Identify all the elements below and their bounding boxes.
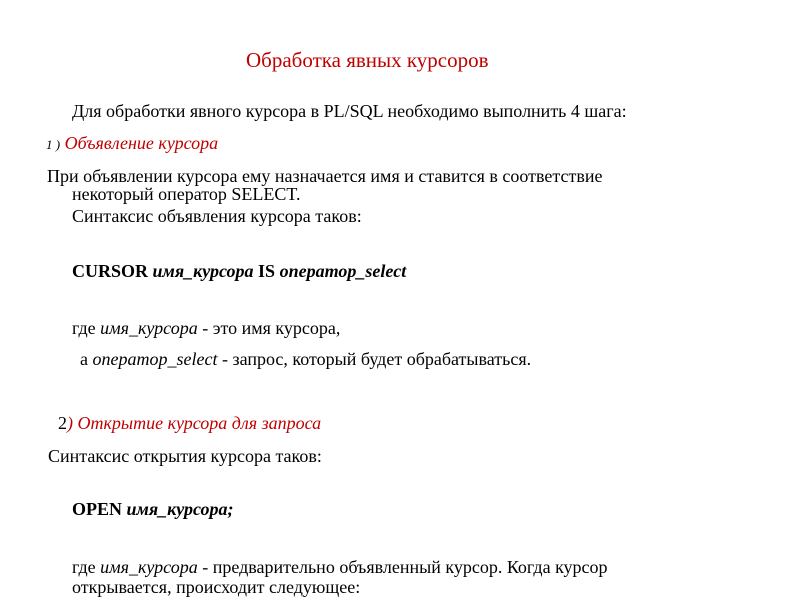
step1-heading — [46, 133, 218, 155]
cursor-syntax — [72, 261, 406, 281]
open-syntax — [72, 499, 234, 519]
where-prefix: где — [72, 318, 101, 338]
step2-label: ) Открытие курсора для запроса — [67, 413, 322, 433]
where-rest: - это имя курсора, — [197, 318, 341, 338]
where-cursor-name: имя_курсора — [100, 318, 198, 338]
and-select-name: оператор_select — [92, 349, 218, 369]
step2-number: 2 — [58, 413, 67, 433]
step2-where-line2: открывается, происходит следующее: — [72, 577, 361, 597]
select-placeholder: оператор_select — [279, 261, 407, 281]
step2-desc: Синтаксис открытия курсора таков: — [48, 446, 322, 466]
step1-and-line — [80, 349, 531, 369]
step1-desc-line3: Синтаксис объявления курсора таков: — [72, 206, 362, 226]
step2-where-rest: - предварительно объявленный курсор. Когда курсор — [197, 557, 608, 577]
step1-label: Объявление курсора — [64, 133, 219, 153]
step2-where-cursor-name: имя_курсора — [100, 557, 198, 577]
cursor-name-placeholder: имя_курсора — [152, 261, 254, 281]
step1-desc-line2: некоторый оператор SELECT. — [72, 184, 301, 204]
intro-text: Для обработки явного курсора в PL/SQL необходимо выполнить 4 шага: — [72, 101, 627, 121]
step1-number: 1 ) — [46, 137, 61, 152]
step1-where-line — [72, 318, 340, 338]
open-cursor-name: имя_курсора; — [126, 499, 234, 519]
open-keyword: OPEN — [72, 499, 127, 519]
cursor-keyword: CURSOR — [72, 261, 153, 281]
step1-desc-line1: При объявлении курсора ему назначается имя и ставится в соответствие — [47, 166, 603, 186]
step2-where-prefix: где — [72, 557, 101, 577]
and-rest: - запрос, который будет обрабатываться. — [217, 349, 532, 369]
and-prefix: а — [80, 349, 93, 369]
step2-heading — [58, 413, 321, 433]
page-title: Обработка явных курсоров — [246, 48, 489, 72]
step2-where-line — [72, 557, 608, 577]
is-keyword: IS — [253, 261, 280, 281]
